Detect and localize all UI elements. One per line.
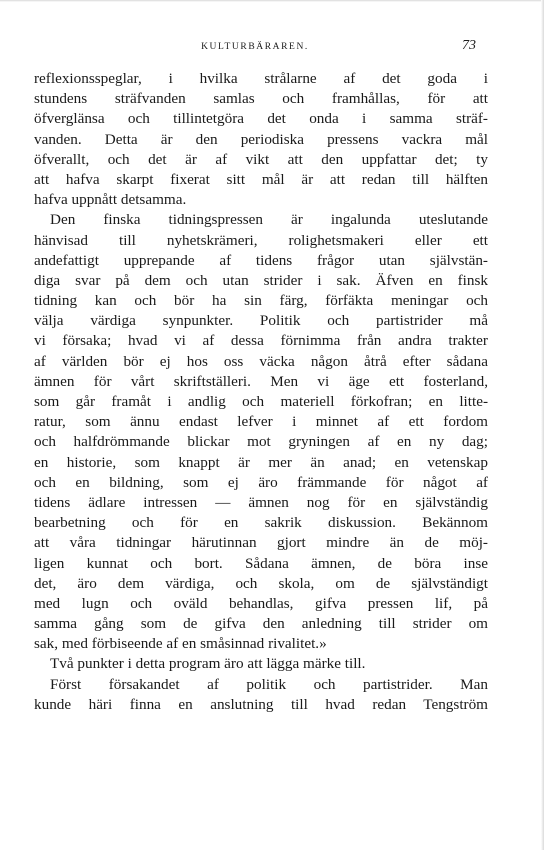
text-line: Först försakandet af politik och partistrider. Man: [50, 675, 488, 693]
page-number: 73: [462, 38, 476, 53]
text-line: reflexionsspeglar, i hvilka strålarne af det goda i: [34, 70, 488, 87]
text-line: ämnen för vårt skriftställeri. Men vi äge ett fosterland,: [34, 372, 488, 390]
running-title: KULTURBÄRAREN.: [201, 42, 309, 52]
text-line: det, äro dem värdiga, och skola, om de självständigt: [34, 574, 488, 592]
text-line: öfverglänsa och tillintetgöra det onda i samma sträf-: [34, 110, 488, 128]
text-line: som går framåt i andlig och materiell förkofran; en litte-: [34, 393, 488, 410]
text-line: en historie, som knappt är mer än anad; en vetenskap: [34, 453, 488, 471]
text-line: hänvisad till nyhetskrämeri, rolighetsmakeri eller ett: [34, 231, 488, 249]
text-line: tidning kan och bör ha sin färg, förfäkta meningar och: [34, 292, 488, 310]
text-line: vi försaka; hvad vi af dessa förnimma från andra trakter: [34, 332, 488, 350]
text-line: Två punkter i detta program äro att lägga märke till.: [50, 655, 366, 673]
text-line: att våra tidningar härutinnan gjort mindre än de möj-: [34, 534, 488, 552]
text-line: Den finska tidningspressen är ingalunda uteslutande: [50, 211, 488, 229]
text-line: andefattigt upprepande af tidens frågor utan självstän-: [34, 251, 488, 269]
text-line: kunde häri finna en anslutning till hvad redan Tengström: [34, 695, 488, 713]
text-line: och halfdrömmande blickar mot gryningen af en ny dag;: [34, 433, 488, 451]
scan-edge-top: [0, 0, 544, 2]
text-line: af världen bör ej hos oss väcka någon åtrå efter sådana: [34, 352, 488, 370]
text-line: att hafva skarpt fixerat sitt mål är att redan till hälften: [34, 170, 488, 188]
text-line: sak, med förbiseende af en småsinnad rivalitet.»: [34, 635, 327, 653]
text-line: samma gång som de gifva den anledning till strider om: [34, 615, 488, 633]
text-line: tidens ädlare intressen — ämnen nog för en självständig: [34, 493, 488, 511]
text-line: diga svar på dem och utan strider i sak. Äfven en finsk: [34, 271, 488, 289]
text-line: ligen kunnat och bort. Sådana ämnen, de böra inse: [34, 554, 488, 572]
page-header: [34, 38, 476, 58]
text-line: välja värdiga synpunkter. Politik och partistrider må: [34, 312, 488, 330]
text-line: bearbetning och för en sakrik diskussion. Bekännom: [34, 514, 488, 532]
text-line: ratur, som ännu endast lefver i minnet af ett fordom: [34, 413, 488, 431]
text-line: med lugn och oväld behandlas, gifva pressen lif, på: [34, 594, 488, 612]
text-line: öfverallt, och det är af vikt att den uppfattar det; ty: [34, 150, 488, 168]
text-line: vanden. Detta är den periodiska pressens vackra mål: [34, 130, 488, 148]
text-line: och en bildning, som ej äro främmande för något af: [34, 473, 488, 491]
body-text: [34, 69, 488, 715]
text-line: hafva uppnått detsamma.: [34, 191, 187, 209]
text-line: stundens sträfvanden samlas och framhållas, för att: [34, 90, 488, 108]
